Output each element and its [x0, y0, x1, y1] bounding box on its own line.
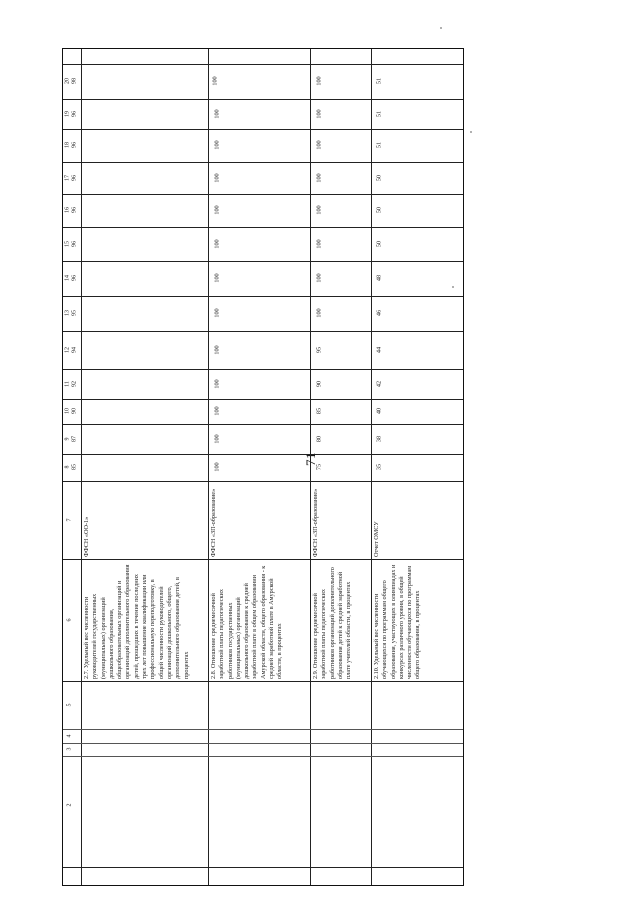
row-2-10-source: Отчет ОМСУ	[373, 521, 380, 557]
year-col-14: 96	[71, 275, 78, 281]
year-col-8: 85	[71, 464, 78, 470]
header-col-19: 19	[64, 111, 71, 117]
rule-col-13	[63, 296, 463, 297]
row-2-9-value: 100	[315, 273, 323, 283]
row-2-9-value: 80	[315, 435, 323, 443]
header-col-12: 12	[64, 347, 71, 353]
row-2-10-value: 42	[375, 380, 383, 388]
header-col-20: 20	[64, 78, 71, 84]
header-col-18: 18	[64, 142, 71, 148]
rule-col-14	[63, 261, 463, 262]
row-2-10-value-2030: 51	[375, 77, 383, 85]
row-2-9-value: 100	[315, 205, 323, 215]
rule-col-1	[63, 867, 463, 868]
row-2-10-value: 50	[375, 174, 383, 182]
row-2-9-value: 100	[315, 109, 323, 119]
rule-col-6	[63, 559, 463, 560]
year-col-19: 96	[71, 111, 78, 117]
header-col-11: 11	[64, 381, 71, 387]
row-2-10-value: 46	[375, 309, 383, 317]
row-2-8-value: 100	[213, 273, 221, 283]
row-2-10-value: 51	[375, 141, 383, 149]
row-2-10-value: 50	[375, 206, 383, 214]
year-col-13: 95	[71, 310, 78, 316]
row-2-8-value: 100	[213, 173, 221, 183]
header-col-13: 13	[64, 310, 71, 316]
row-2-7-indicator: 2.7. Удельный вес численности руководителей государственных (муниципальных) организаций дошкольного образования, общеобразовательных организаций и организаций дополнительного образования детей, прошедших в течение последних трех лет повышение квалификации или профессиональную переподготовку, в общей численности руководителей организаций дошкольного, общего, дополнительного образования детей, в процентах	[83, 564, 190, 679]
year-col-16: 96	[71, 207, 78, 213]
row-2-10-value: 50	[375, 240, 383, 248]
rule-col-20	[63, 64, 463, 65]
rule-row-2-7	[208, 49, 209, 885]
row-2-8-value: 100	[213, 308, 221, 318]
row-2-8-value: 100	[213, 379, 221, 389]
year-col-10: 90	[71, 408, 78, 414]
header-col-14: 14	[64, 275, 71, 281]
row-2-8-value: 100	[213, 406, 221, 416]
row-2-9-value: 95	[315, 346, 323, 354]
row-2-8-value: 100	[213, 434, 221, 444]
row-2-8-value: 100	[213, 462, 221, 472]
rule-col-2	[63, 756, 463, 757]
row-2-10-value: 51	[375, 110, 383, 118]
row-2-8-value: 100	[213, 109, 221, 119]
row-2-9-value: 85	[315, 407, 323, 415]
row-2-9-indicator: 2.9. Отношение среднемесячной заработной платы педагогических работников организаций дополнительного образования детей к средней заработной плате учителей области, в процентах	[312, 567, 353, 679]
header-col-2: 2	[66, 803, 73, 807]
row-2-8-indicator: 2.8. Отношение среднемесячной заработной платы педагогических работников государственных (муниципальных) организаций дошкольного образования к средней заработной плате в общем образовании Амурской области, общего образования - к средней заработной плате в Амурской области, в процентах	[210, 565, 284, 679]
row-2-8-value: 100	[213, 239, 221, 249]
row-2-9-value: 100	[315, 173, 323, 183]
rule-col-4	[63, 729, 463, 730]
row-2-8-value: 100	[213, 140, 221, 150]
rule-col-17	[63, 162, 463, 163]
row-2-8-value: 100	[213, 205, 221, 215]
rule-col-5	[63, 681, 463, 682]
scan-speck	[470, 131, 472, 133]
year-col-11: 92	[71, 381, 78, 387]
row-2-9-value: 90	[315, 380, 323, 388]
row-2-7-source: ФФСН «ОО-1»	[83, 516, 90, 557]
page-number: 71	[303, 452, 318, 466]
rule-col-18	[63, 129, 463, 130]
header-col-16: 16	[64, 207, 71, 213]
header-col-3: 3	[66, 747, 73, 751]
header-col-4: 4	[66, 734, 73, 738]
rule-row-2-9	[371, 49, 372, 885]
year-col-9: 87	[71, 436, 78, 442]
rule-col-15	[63, 227, 463, 228]
year-col-12: 94	[71, 347, 78, 353]
rule-col-12	[63, 331, 463, 332]
row-2-9-value: 100	[315, 308, 323, 318]
rotated-indicator-table	[62, 48, 464, 886]
rule-col-16	[63, 194, 463, 195]
year-col-18: 96	[71, 142, 78, 148]
header-col-9: 9	[64, 437, 71, 441]
year-col-17: 96	[71, 175, 78, 181]
header-col-5: 5	[66, 703, 73, 707]
row-2-9-value: 75	[315, 463, 323, 471]
header-col-8: 8	[64, 465, 71, 469]
header-col-10: 10	[64, 408, 71, 414]
row-2-9-value: 100	[315, 239, 323, 249]
scan-speck	[452, 286, 454, 288]
rule-col-8	[63, 454, 463, 455]
year-col-15: 96	[71, 241, 78, 247]
row-2-10-value: 38	[375, 435, 383, 443]
header-col-6: 6	[66, 618, 73, 622]
rule-col-9	[63, 424, 463, 425]
row-2-10-value: 48	[375, 274, 383, 282]
rule-col-19	[63, 99, 463, 100]
row-2-8-value: 100	[213, 345, 221, 355]
row-2-9-value-2030: 100	[315, 76, 323, 86]
row-2-9-source: ФФСН «ЗП-образование»	[312, 488, 319, 557]
row-2-8-source: ФФСН «ЗП-образование»	[210, 488, 217, 557]
row-2-10-value: 40	[375, 407, 383, 415]
header-col-15: 15	[64, 241, 71, 247]
row-2-10-value: 44	[375, 346, 383, 354]
row-2-9-value: 100	[315, 140, 323, 150]
scan-speck	[440, 27, 442, 29]
year-col-20: 98	[71, 78, 78, 84]
row-2-10-value: 35	[375, 463, 383, 471]
rule-header-numbers	[81, 49, 82, 885]
rule-col-11	[63, 369, 463, 370]
header-col-17: 17	[64, 175, 71, 181]
row-2-10-indicator: 2.10. Удельный вес численности обучающихся по программам общего образования, участвующих в олимпиадах и конкурсах различного уровня, в общей численности обучающихся по программам общего образования, в процентах	[373, 564, 422, 679]
rule-col-3	[63, 743, 463, 744]
header-col-7: 7	[66, 518, 73, 522]
rule-col-10	[63, 399, 463, 400]
row-2-7-value-2030: 100	[211, 76, 219, 86]
rule-col-7	[63, 481, 463, 482]
rule-row-2-8	[310, 49, 311, 885]
